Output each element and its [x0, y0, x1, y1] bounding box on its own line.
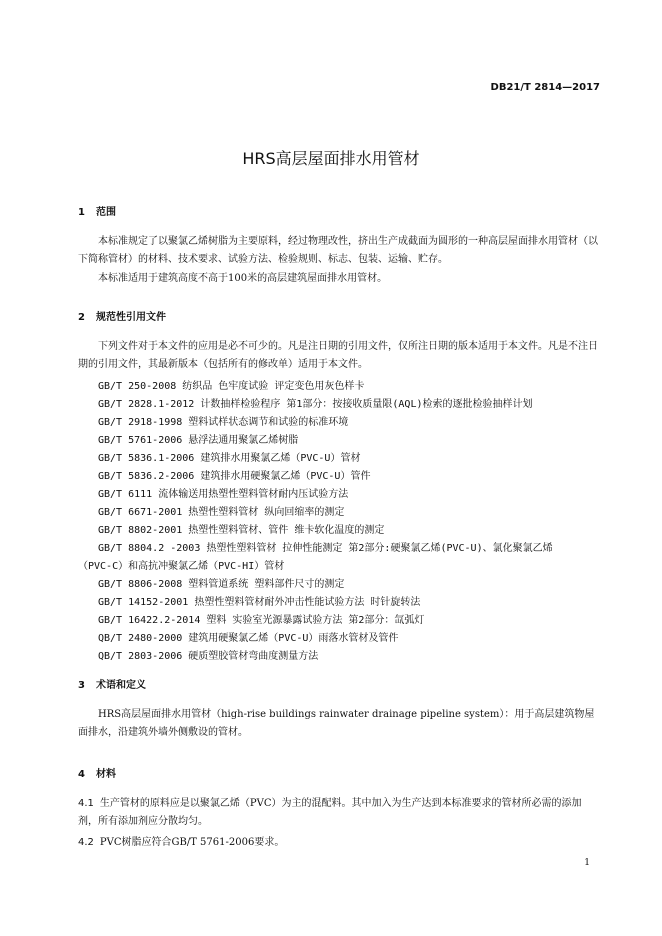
reference-item: GB/T 2918-1998 塑料试样状态调节和试验的标准环境: [98, 417, 349, 428]
clause-number: 4.1: [78, 798, 94, 809]
clause-4-2: [78, 834, 598, 852]
section-title: 术语和定义: [96, 680, 146, 691]
page-title: HRS高层屋面排水用管材: [242, 149, 420, 168]
reference-item: GB/T 14152-2001 热塑性塑料管材耐外冲击性能试验方法 时针旋转法: [98, 597, 421, 608]
reference-item: GB/T 5836.1-2006 建筑排水用聚氯乙烯（PVC-U）管材: [98, 453, 361, 464]
clause-text: 生产管材的原料应是以聚氯乙烯（PVC）为主的混配料。其中加入为生产达到本标准要求的管材所必需的添加剂，所有添加剂应分散均匀。: [78, 798, 582, 827]
reference-item: QB/T 2480-2000 建筑用硬聚氯乙烯（PVC-U）雨落水管材及管件: [98, 633, 399, 644]
clause-number: 4.2: [78, 837, 94, 848]
section-heading-materials: [78, 765, 116, 780]
paragraph: 下列文件对于本文件的应用是必不可少的。凡是注日期的引用文件，仅所注日期的版本适用于本文件。凡是不注日期的引用文件，其最新版本（包括所有的修改单）适用于本文件。: [78, 341, 598, 370]
reference-item: GB/T 2828.1-2012 计数抽样检验程序 第1部分：按接收质量限(AQL)检索的逐批检验抽样计划: [98, 399, 533, 410]
reference-item-continuation: （PVC-C）和高抗冲聚氯乙烯（PVC-HI）管材: [78, 561, 285, 572]
reference-item: GB/T 5836.2-2006 建筑排水用硬聚氯乙烯（PVC-U）管件: [98, 471, 371, 482]
section-number: 1: [78, 207, 85, 218]
section-title: 规范性引用文件: [96, 312, 166, 323]
reference-item: GB/T 16422.2-2014 塑料 实验室光源暴露试验方法 第2部分：氙弧灯: [98, 615, 425, 626]
section-title: 材料: [96, 769, 116, 780]
section-title: 范围: [96, 207, 116, 218]
reference-item: GB/T 8806-2008 塑料管道系统 塑料部件尺寸的测定: [98, 579, 345, 590]
clause-text: PVC树脂应符合GB/T 5761-2006要求。: [99, 837, 285, 848]
page-number: 1: [584, 858, 590, 868]
clause-4-1: [78, 795, 598, 831]
section-number: 4: [78, 769, 85, 780]
reference-item: QB/T 2803-2006 硬质塑胶管材弯曲度测量方法: [98, 651, 319, 662]
document-code: DB21/T 2814—2017: [490, 82, 600, 93]
paragraph: 本标准规定了以聚氯乙烯树脂为主要原料，经过物理改性，挤出生产成截面为圆形的一种高层屋面排水用管材（以下简称管材）的材料、技术要求、试验方法、检验规则、标志、包装、运输、贮存。: [78, 236, 598, 265]
paragraph: 本标准适用于建筑高度不高于100米的高层建筑屋面排水用管材。: [98, 273, 388, 284]
paragraph: HRS高层屋面排水用管材（high-rise buildings rainwater drainage pipeline system）：用于高层建筑物屋面排水，沿建筑外墙外侧敷设的管材。: [78, 709, 595, 738]
section-number: 2: [78, 312, 85, 323]
section-heading-scope: [78, 203, 116, 218]
section-heading-terms: [78, 676, 146, 691]
section-number: 3: [78, 680, 85, 691]
reference-item: GB/T 8802-2001 热塑性塑料管材、管件 维卡软化温度的测定: [98, 525, 385, 536]
reference-item: GB/T 5761-2006 悬浮法通用聚氯乙烯树脂: [98, 435, 299, 446]
reference-item: GB/T 8804.2 -2003 热塑性塑料管材 拉伸性能测定 第2部分:硬聚氯乙烯(PVC-U)、氯化聚氯乙烯: [98, 543, 553, 554]
section-heading-references: [78, 308, 166, 323]
reference-item: GB/T 250-2008 纺织品 色牢度试验 评定变色用灰色样卡: [98, 381, 365, 392]
reference-item: GB/T 6671-2001 热塑性塑料管材 纵向回缩率的测定: [98, 507, 345, 518]
reference-item: GB/T 6111 流体输送用热塑性塑料管材耐内压试验方法: [98, 489, 349, 500]
